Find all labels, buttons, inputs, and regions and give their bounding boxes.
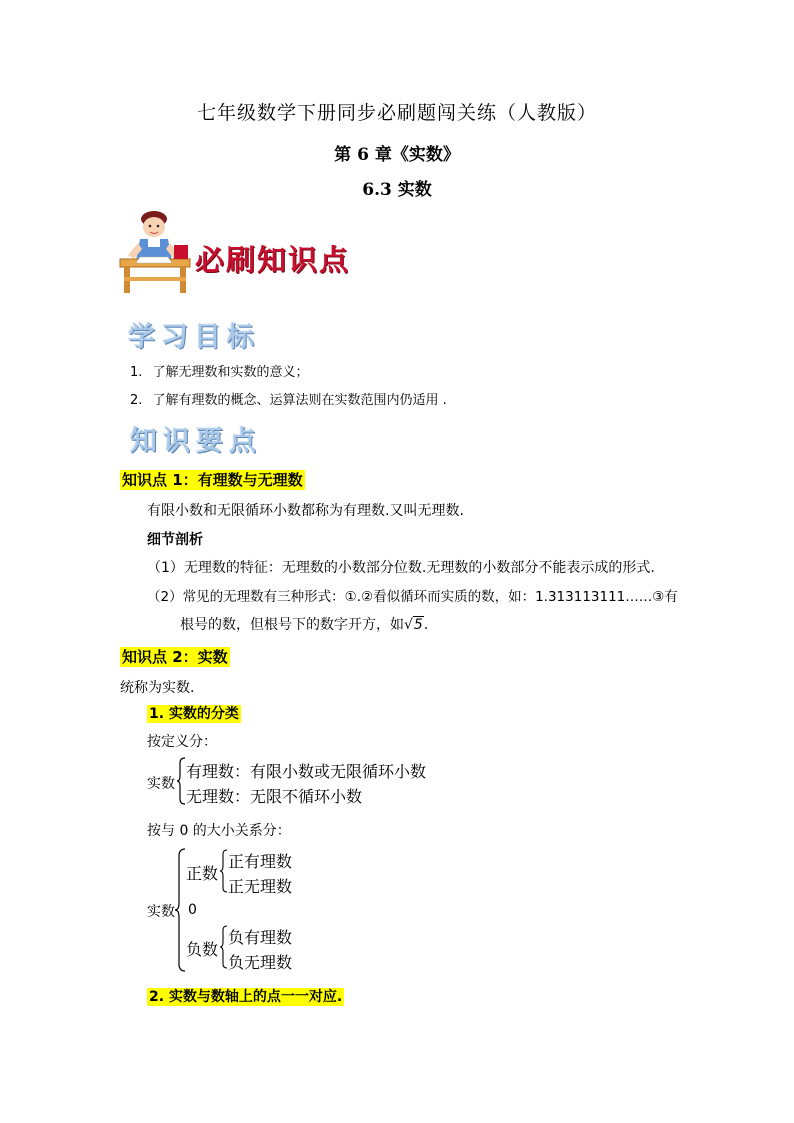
objective-num: 1.: [130, 365, 143, 380]
negative-rational: 负有理数: [228, 928, 293, 947]
sqrt-symbol: √5: [404, 617, 423, 633]
negative-number: 负数: [186, 940, 219, 959]
detail-2-line2: 根号的数，但根号下的数字开方，如√5.: [180, 617, 429, 633]
detail-1: （1）无理数的特征：无理数的小数部分位数.无理数的小数部分不能表示成的形式.: [147, 560, 655, 576]
section-title: 6.3 实数: [362, 180, 432, 200]
root-real-number: 实数: [147, 776, 175, 792]
objective-num: 2.: [130, 393, 143, 408]
sqrt-radicand: 5: [413, 617, 423, 633]
irrational-definition: 无理数：无限不循环小数: [186, 787, 363, 806]
objective-text: 了解有理数的概念、运算法则在实数范围内仍适用 .: [152, 393, 447, 408]
positive-rational: 正有理数: [228, 852, 293, 871]
by-definition-label: 按定义分：: [147, 734, 217, 750]
negative-irrational: 负无理数: [228, 953, 293, 972]
keypoint-2-intro: 统称为实数.: [120, 680, 195, 696]
zero: 0: [188, 902, 197, 918]
classification-label: 1. 实数的分类: [149, 706, 239, 722]
detail-2-line1: （2）常见的无理数有三种形式：①.②看似循环而实质的数，如：1.313113111……③有: [147, 589, 678, 605]
student-at-desk-illustration: [118, 205, 196, 295]
keypoint-1-definition: 有限小数和无限循环小数都称为有理数.又叫无理数.: [147, 503, 464, 519]
objectives-heading: 学习目标: [128, 322, 260, 353]
banner-title: 必刷知识点: [195, 243, 351, 277]
left-brace-icon: [219, 849, 228, 893]
keypoint-1-label: 知识点 1：有理数与无理数: [122, 471, 303, 489]
left-brace-icon: [176, 757, 186, 805]
objective-text: 了解无理数和实数的意义；: [152, 365, 309, 380]
positive-irrational: 正无理数: [228, 877, 293, 896]
rational-definition: 有理数：有限小数或无限循环小数: [186, 762, 427, 781]
keypoint-2-label: 知识点 2：实数: [122, 648, 228, 666]
correspondence-label: 2. 实数与数轴上的点一一对应.: [149, 989, 343, 1005]
objective-item: [130, 389, 447, 408]
positive-number: 正数: [186, 864, 219, 883]
keypoints-heading: 知识要点: [130, 426, 262, 457]
objective-item: [130, 361, 309, 380]
by-zero-label: 按与 0 的大小关系分：: [147, 823, 291, 839]
root-real-number: 实数: [147, 904, 175, 920]
detail-heading: 细节剖析: [147, 532, 203, 548]
document-title: 七年级数学下册同步必刷题闯关练（人教版）: [196, 102, 597, 124]
left-brace-icon: [219, 925, 228, 969]
chapter-title: 第 6 章《实数》: [334, 145, 460, 165]
large-left-brace-icon: [174, 848, 186, 973]
